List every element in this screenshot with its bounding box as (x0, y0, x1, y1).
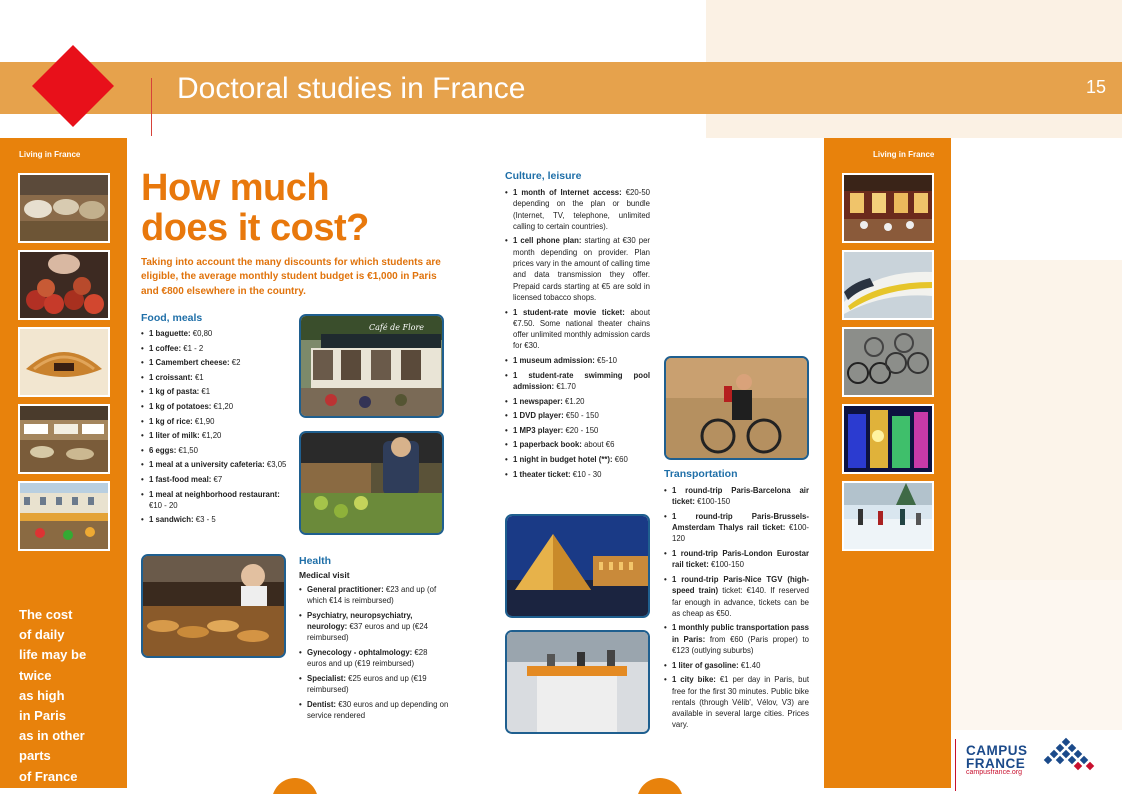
item-label: 1 meal at a university cafeteria: (149, 460, 265, 470)
item-label: 1 DVD player: (513, 411, 564, 421)
item-label: 1 croissant: (149, 372, 193, 382)
slide-title: Doctoral studies in France (177, 72, 526, 105)
logo-text: CAMPUS (966, 743, 1028, 758)
slide-number: 15 (1085, 77, 1106, 97)
transport-list (664, 485, 809, 734)
list-item (505, 439, 650, 450)
item-price: €20-50 depending on the plan or bundle (Internet, TV, telephone, unlimited calling to certain countries). (513, 188, 650, 231)
list-item (505, 235, 650, 303)
intro-text: Taking into account the many discounts for which students are eligible, the average monthly student budget is €1,000 in Paris and €800 elsewhere in the country. (141, 257, 441, 297)
item-label: 1 night in budget hotel (**): (513, 454, 613, 464)
item-price: €1 (199, 387, 211, 397)
quote-line: of France (19, 768, 78, 784)
section-heading-culture: Culture, leisure (505, 170, 582, 182)
item-price: €100-150 (708, 560, 744, 570)
logo-url: campusfrance.org (966, 769, 1023, 776)
item-price: €1.40 (738, 660, 761, 670)
item-price: €1 per day in Paris, but free for the first 30 minutes. Public bike rentals (through Vélib', Vélov, V3) are available in several large cities. Prices vary. (672, 675, 809, 730)
quote-line: life may be (19, 647, 87, 663)
section-heading-food: Food, meals (141, 312, 203, 324)
list-item (141, 343, 289, 354)
header-band (0, 62, 1122, 114)
section-heading-health: Health (299, 555, 332, 567)
list-item (141, 386, 289, 397)
item-label: 1 sandwich: (149, 515, 194, 525)
campus-france-logo (955, 735, 1122, 791)
item-price: €1,90 (192, 416, 215, 426)
logo-text: FRANCE (966, 756, 1026, 771)
culture-list (505, 187, 650, 483)
item-label: Specialist: (307, 673, 346, 683)
quote-line: of daily (19, 627, 65, 643)
item-price: €37 euros and up (€24 reimbursed) (307, 622, 428, 643)
item-label: 1 MP3 player: (513, 425, 564, 435)
list-item (141, 489, 289, 512)
list-item (664, 622, 809, 656)
quote-line: in Paris (19, 708, 66, 724)
item-price: €25 euros and up (€19 reimbursed) (307, 673, 427, 695)
item-price: €23 and up (of which €14 is reimbursed) (307, 585, 437, 606)
item-label: 1 round-trip Paris-London Eurostar rail ticket: (672, 549, 809, 570)
item-price: €28 euros and up (€19 reimbursed) (307, 648, 428, 669)
list-item (141, 430, 289, 441)
list-item (505, 307, 650, 352)
item-label: 1 student-rate movie ticket: (513, 307, 625, 317)
item-price: about €7.50. Some national theater chains offer unlimited monthly admission cards for €30. (513, 307, 650, 351)
item-label: 1 museum admission: (513, 356, 595, 366)
list-item (141, 328, 289, 339)
item-label: 1 coffee: (149, 343, 182, 353)
list-item (664, 511, 809, 545)
item-label: 1 kg of pasta: (149, 387, 200, 397)
quote-line: The cost (19, 607, 73, 622)
outdoor-market-photo (18, 481, 110, 551)
quote-line: as high (19, 687, 65, 703)
quote-line: twice (19, 667, 52, 683)
item-price: €1 (192, 372, 204, 382)
item-label: 6 eggs: (149, 445, 177, 455)
item-price: €1,20 (211, 401, 234, 411)
list-item (505, 469, 650, 480)
library-photo (505, 630, 650, 734)
item-label: Gynecology - ophtalmology: (307, 648, 413, 658)
item-label: 1 meal at neighborhood restaurant: (149, 489, 280, 499)
logo-divider (955, 739, 956, 791)
item-label: 1 kg of rice: (149, 416, 193, 426)
item-price: €7 (211, 474, 223, 484)
item-label: 1 kg of potatoes: (149, 401, 212, 411)
right-sidebar (824, 138, 951, 788)
headline-line: does it cost? (141, 207, 369, 249)
item-price: €100-150 (694, 497, 731, 507)
item-price: €5-10 (594, 356, 617, 366)
grocery-photo (299, 431, 444, 535)
decorative-circle (637, 778, 683, 794)
list-item (664, 548, 809, 571)
ice-rink-photo (842, 481, 934, 551)
background-block (951, 260, 1122, 580)
item-price: €1.70 (554, 381, 576, 391)
train-photo (842, 250, 934, 320)
red-diamond-icon (32, 45, 114, 127)
item-label: 1 cell phone plan: (513, 236, 582, 246)
item-label: 1 paperback book: (513, 440, 582, 450)
list-item (505, 396, 650, 407)
item-label: 1 newspaper: (513, 396, 563, 406)
item-price: about €6 (581, 440, 615, 450)
item-price: €30 euros and up depending on service rendered (307, 699, 449, 721)
sidebar-label: Living in France (19, 150, 81, 159)
item-price: ticket: €140. If reserved far enough in advance, tickets can be as cheap as €50. (672, 586, 809, 618)
item-price: €10 - 30 (570, 469, 602, 479)
headline (141, 168, 369, 248)
item-price: €100-120 (672, 523, 809, 544)
background-block (706, 114, 1122, 138)
list-item (299, 673, 449, 696)
item-price: €1 - 2 (181, 343, 204, 353)
item-price: €3,05 (264, 460, 287, 470)
item-price: €3 - 5 (193, 515, 216, 525)
market-crates-photo (18, 173, 110, 243)
item-label: 1 month of Internet access: (513, 188, 622, 197)
logo-diamond-icon (1035, 737, 1101, 773)
list-item (141, 514, 289, 525)
item-label: 1 Camembert cheese: (149, 358, 230, 368)
apples-photo (18, 250, 110, 320)
item-label: General practitioner: (307, 585, 384, 594)
sidebar-label: Living in France (873, 150, 935, 159)
item-label: 1 liter of gasoline: (672, 660, 739, 670)
bakery-photo (141, 554, 286, 658)
headline-line: How much (141, 167, 330, 209)
cafe-sign: Café de Flore (369, 323, 425, 332)
health-subheading: Medical visit (299, 570, 350, 580)
cyclist-photo (664, 356, 809, 460)
list-item (664, 674, 809, 730)
background-block (951, 580, 1122, 730)
item-price: €20 - 150 (563, 425, 599, 435)
list-item (141, 474, 289, 485)
brochure-page (127, 138, 824, 788)
section-heading-transport: Transportation (664, 468, 738, 480)
list-item (664, 660, 809, 671)
item-label: Psychiatry, neuropsychiatry, neurology: (307, 610, 413, 632)
louvre-pyramid-photo (505, 514, 650, 618)
item-price: €1,20 (199, 431, 222, 441)
cafe-de-flore-photo (299, 314, 444, 418)
item-label: 1 liter of milk: (149, 431, 200, 441)
list-item (505, 370, 650, 393)
item-label: Dentist: (307, 699, 337, 709)
item-price: €1.20 (562, 396, 585, 406)
item-label: 1 round-trip Paris-Barcelona air ticket: (672, 486, 809, 507)
sidebar-quote (19, 605, 86, 787)
list-item (299, 610, 449, 644)
item-label: 1 round-trip Paris-Brussels-Amsterdam Thalys rail ticket: (672, 511, 809, 533)
decorative-circle (272, 778, 318, 794)
list-item (505, 425, 650, 436)
market-stall-photo (18, 404, 110, 474)
left-sidebar (0, 138, 127, 788)
item-price: €50 - 150 (563, 411, 599, 421)
quote-line: as in other (19, 728, 85, 744)
item-price: €0,80 (190, 329, 213, 338)
item-label: 1 student-rate swimming pool admission: (513, 370, 650, 391)
list-item (141, 401, 289, 412)
item-price: starting at €30 per month depending on provider. Plan prices vary in the amount of calling time and data transmission they offer. Prepaid cards starting at €5 are sold in licensed tobacco shops. (513, 236, 650, 302)
bicycles-photo (842, 327, 934, 397)
list-item (299, 699, 449, 722)
illuminated-building-photo (842, 404, 934, 474)
list-item (141, 459, 289, 470)
item-price: €10 - 20 (149, 500, 178, 510)
item-label: 1 theater ticket: (513, 469, 571, 479)
list-item (299, 584, 449, 607)
item-price: €1,50 (176, 445, 198, 455)
list-item (141, 445, 289, 456)
item-label: 1 fast-food meal: (149, 474, 212, 484)
food-list (141, 328, 289, 529)
list-item (505, 410, 650, 421)
item-label: 1 city bike: (672, 675, 716, 685)
item-label: 1 baguette: (149, 329, 191, 338)
item-price: from €60 (Paris proper) to €123 (outlying suburbs) (672, 634, 809, 656)
list-item (505, 187, 650, 232)
cafe-terrace-photo (842, 173, 934, 243)
list-item (141, 416, 289, 427)
background-block (706, 0, 1122, 62)
item-price: €60 (612, 454, 628, 464)
health-list (299, 584, 449, 725)
list-item (505, 355, 650, 366)
list-item (299, 647, 449, 670)
list-item (664, 574, 809, 619)
list-item (141, 372, 289, 383)
item-label: 1 round-trip Paris-Nice TGV (high-speed train) (672, 574, 809, 596)
quote-line: parts (19, 748, 51, 764)
pain-au-chocolat-photo (18, 327, 110, 397)
item-label: 1 monthly public transportation pass in Paris: (672, 623, 809, 644)
list-item (664, 485, 809, 508)
list-item (141, 357, 289, 368)
list-item (505, 454, 650, 465)
item-price: €2 (229, 358, 241, 368)
divider (151, 78, 152, 136)
